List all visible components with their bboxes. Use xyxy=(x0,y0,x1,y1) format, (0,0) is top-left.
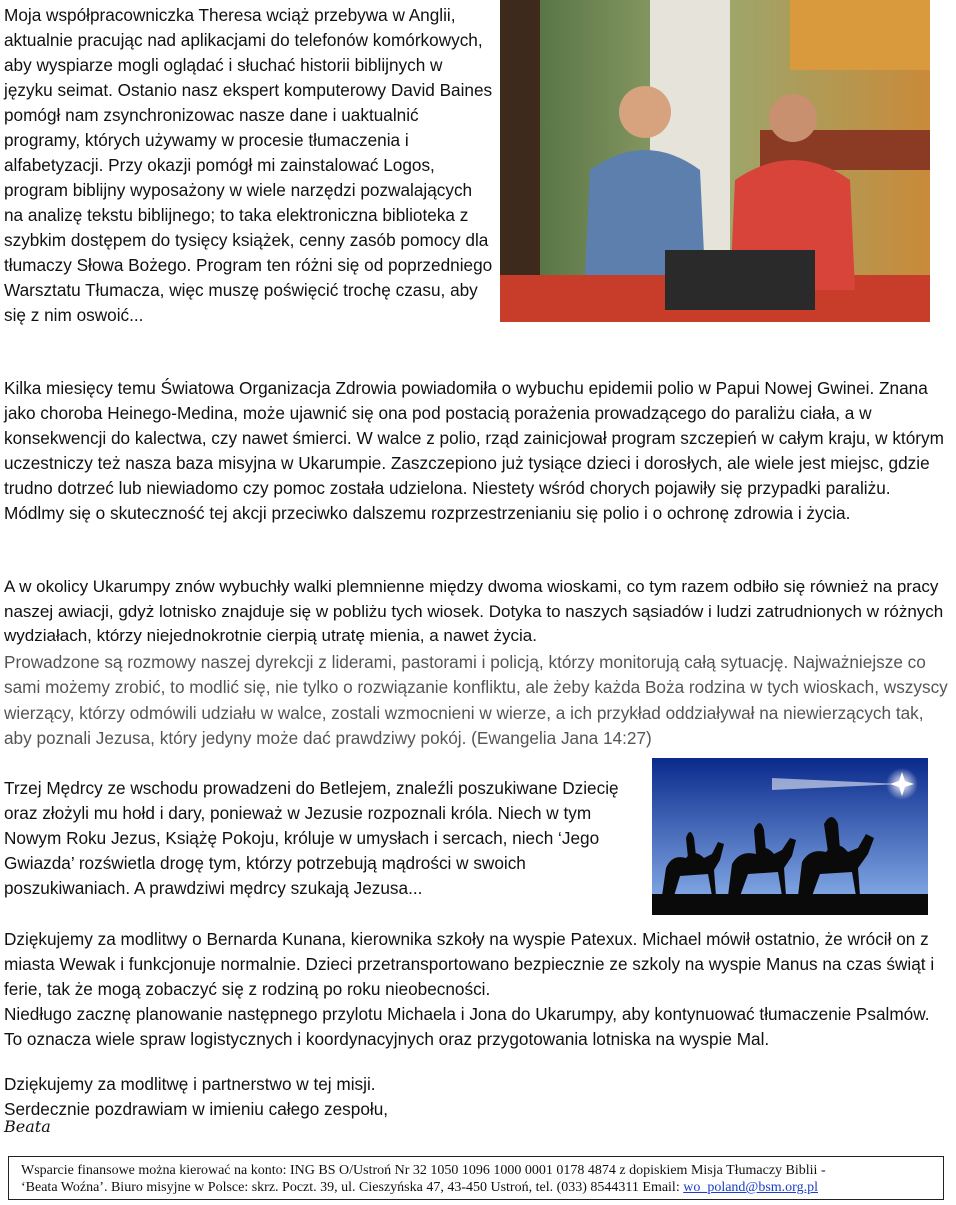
footer-line-2: ‘Beata Woźna’. Biuro misyjne w Polsce: skrz. Poczt. 39, ul. Cieszyńska 47, 43-450 Ustroń, tel. (033) 8544311 Email: xyxy=(21,1180,680,1195)
photo-door xyxy=(500,0,540,322)
wise-men-paragraph: Trzej Mędrcy ze wschodu prowadzeni do Betlejem, znaleźli poszukiwane Dziecię oraz złożyli mu hołd i dary, ponieważ w Jezusie rozpoznali króla. Niech w tym Nowym Roku Jezus, Książę Pokoju, króluje w umysłach i sercach, niech ‘Jego Gwiazda’ rozświetla drogę tym, którzy potrzebują mądrości w swoich poszukiwaniach. A prawdziwi mędrcy szukają Jezusa... xyxy=(4,778,619,898)
footer-email-link[interactable]: wo_poland@bsm.org.pl xyxy=(683,1180,818,1195)
footer-box xyxy=(8,1156,944,1200)
tribal-fights-paragraph: A w okolicy Ukarumpy znów wybuchły walki plemnienne między dwoma wioskami, co tym razem odbiło się również na pracy naszej awiacji, gdyż lotnisko znajduje się w pobliżu tych wiosek. Dotyka to naszych sąsiadów i ludzi zatrudnionych w różnych wydziałach, którzy niejednokrotnie cierpią utratę mienia, a nawet życia. xyxy=(4,577,944,646)
plans-text: Niedługo zacznę planowanie następnego przylotu Michaela i Jona do Ukarumpy, aby kontynuować tłumaczenie Psalmów. To oznacza wiele spraw logistycznych i koordynacyjnych oraz przygotowania lotniska na wyspie Mal. xyxy=(4,1004,930,1049)
photo-cabinet xyxy=(790,0,930,70)
ground xyxy=(652,894,928,915)
closing-block xyxy=(4,1072,604,1122)
person-man-head xyxy=(619,86,671,138)
signature: Beata xyxy=(4,1117,51,1136)
footer-line-1: Wsparcie finansowe można kierować na konto: ING BS O/Ustroń Nr 32 1050 1096 1000 0001 0178 4874 z dopiskiem Misja Tłumaczy Biblii - xyxy=(21,1163,826,1178)
closing-line-2: Serdecznie pozdrawiam w imieniu całego zespołu, xyxy=(4,1099,389,1119)
prayer-paragraph: Prowadzone są rozmowy naszej dyrekcji z liderami, pastorami i policją, którzy monitorują całą sytuację. Najważniejsze co sami możemy zrobić, to modlić się, nie tylko o rozwiązanie konfliktu, ale żeby każda Boża rodzina w tych wioskach, wszyscy wierzący, którzy odmówili udziału w walce, zostali wzmocnieni w wierze, a ich przykład oddziaływał na niewierzących tak, aby poznali Jezusa, który jedyny może dać prawdziwy pokój. (Ewangelia Jana 14:27) xyxy=(4,652,948,748)
photo-laptop xyxy=(665,250,815,310)
team-photo xyxy=(500,0,930,322)
person-woman-head xyxy=(769,94,817,142)
closing-line-1: Dziękujemy za modlitwę i partnerstwo w tej misji. xyxy=(4,1074,376,1094)
thanks-paragraph xyxy=(4,927,952,1052)
polio-paragraph: Kilka miesięcy temu Światowa Organizacja Zdrowia powiadomiła o wybuchu epidemii polio w Papui Nowej Gwinei. Znana jako choroba Heinego-Medina, może ujawnić się ona pod postacią porażenia prowadzącego do paraliżu ciała, a w konsekwencji do kalectwa, czy nawet śmierci. W walce z polio, rząd zainicjował program szczepień w całym kraju, w którym uczestniczy też nasza baza misyjna w Ukarumpie. Zaszczepiono już tysiące dzieci i dorosłych, ale wiele jest miejsc, gdzie trudno dotrzeć lub niewiadomo czy pomoc została udzielona. Niestety wśród chorych pojawiły się przypadki paraliżu. Módlmy się o skuteczność tej akcji przeciwko dalszemu rozprzestrzenianiu się polio i o ochronę zdrowia i życia. xyxy=(4,378,944,523)
thanks-text: Dziękujemy za modlitwy o Bernarda Kunana, kierownika szkoły na wyspie Patexux. Michael mówił ostatnio, że wrócił on z miasta Wewak i funkcjonuje normalnie. Dzieci przetransportowano bezpiecznie ze szkoly na wyspie Manus na czas świąt i ferie, tak że mogą zobaczyć się z rodziną po roku nieobecności. xyxy=(4,929,935,999)
intro-paragraph: Moja współpracowniczka Theresa wciąż przebywa w Anglii, aktualnie pracując nad aplikacjami do telefonów komórkowych, aby wyspiarze mogli oglądać i słuchać historii biblijnych w języku seimat. Ostanio nasz ekspert komputerowy David Baines pomógł nam zsynchronizowac nasze dane i uaktualnić programy, których używamy w procesie tłumaczenia i alfabetyzacji. Przy okazji pomógł mi zainstalować Logos, program biblijny wyposażony w wiele narzędzi pozwalających na analizę tekstu biblijnego; to taka elektroniczna biblioteka z szybkim dostępem do tysięcy książek, cenny zasób pomocy dla tłumaczy Słowa Bożego. Program ten różni się od poprzedniego Warsztatu Tłumacza, więc muszę poświęcić trochę czasu, aby się z nim oswoić... xyxy=(4,5,493,325)
wise-men-image xyxy=(652,758,928,915)
